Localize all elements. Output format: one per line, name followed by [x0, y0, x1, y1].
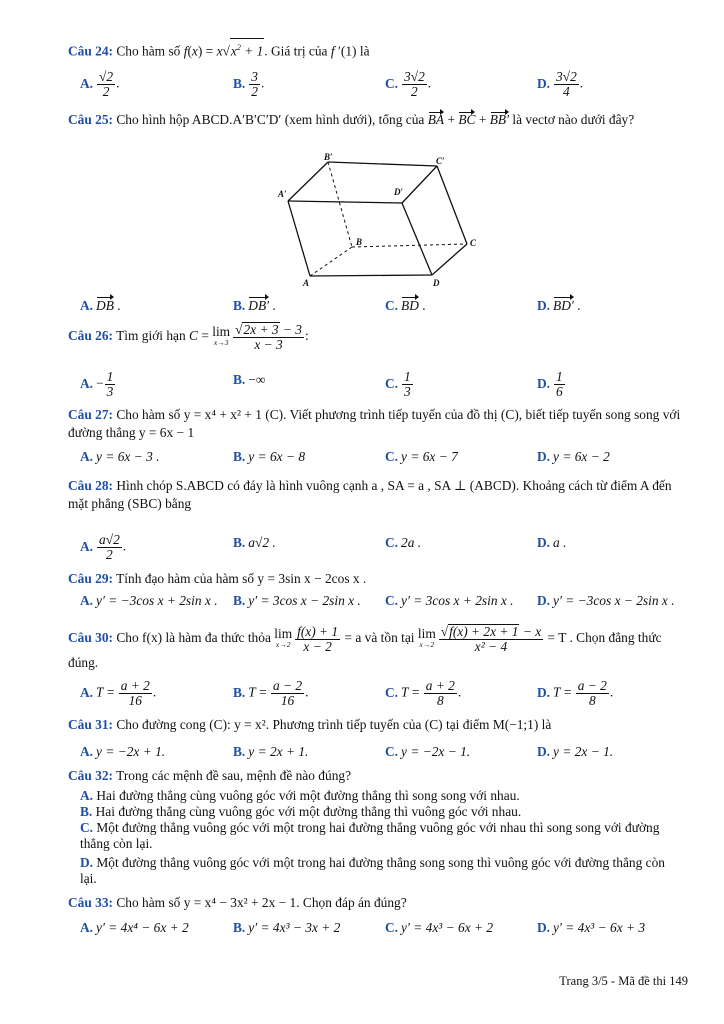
option-d[interactable]: D. y = 6x − 2: [537, 449, 610, 464]
option-a[interactable]: A. y′ = 4x⁴ − 6x + 2: [80, 920, 189, 935]
question-text: Cho đường cong (C): y = x². Phương trình tiếp tuyến của (C) tại điểm M(−1;1) là: [116, 717, 552, 732]
question-number: Câu 33:: [68, 895, 114, 910]
option-d[interactable]: D. $\frac{1}{6}$: [537, 369, 563, 399]
question-31: [68, 716, 688, 734]
options-25: [80, 296, 700, 318]
option-d[interactable]: D. $\frac{3√2}{4}$ .: [537, 69, 584, 99]
vertex-label: C: [470, 238, 477, 248]
option-a[interactable]: A. $\frac{√2}{2}$ .: [80, 69, 120, 99]
question-24: Câu 24: Cho hàm số $f(x) = x√x^2 + 1$. Giá trị của f ′(1) là: [68, 38, 688, 60]
option-c[interactable]: C. y = −2x − 1.: [385, 744, 471, 759]
option-b[interactable]: B. −∞: [233, 372, 266, 387]
formula: f: [330, 43, 335, 59]
option-b[interactable]: B. y′ = 4x³ − 3x + 2: [233, 920, 341, 935]
option-a[interactable]: A. y = 6x − 3 .: [80, 449, 160, 464]
question-text-2: . Giá trị của: [264, 43, 328, 59]
vertex-label: B: [356, 237, 363, 247]
question-text-2: :: [304, 328, 309, 344]
option-c[interactable]: C. y′ = 3cos x + 2sin x .: [385, 593, 514, 608]
option-c[interactable]: C. $\frac{3√2}{2}$ .: [385, 69, 432, 99]
option-d[interactable]: D. T = $\frac{a - 2}{8}$ .: [537, 678, 614, 708]
question-number: Câu 26:: [68, 328, 114, 344]
question-28: [68, 477, 688, 513]
question-number: Câu 29:: [68, 571, 114, 586]
option-a[interactable]: A. − $\frac{1}{3}$: [80, 369, 114, 399]
option-b[interactable]: B. y = 6x − 8: [233, 449, 306, 464]
vertex-label: B′: [324, 152, 333, 162]
options-33: [80, 918, 700, 940]
question-text: Cho hàm số: [116, 43, 181, 59]
option-d[interactable]: D. BD′ .: [537, 296, 581, 316]
question-number: Câu 30:: [68, 630, 114, 646]
options-28: [80, 532, 700, 562]
question-number: Câu 32:: [68, 768, 114, 783]
question-text-2: = a và tồn tại: [344, 630, 415, 646]
option-a[interactable]: A. y′ = −3cos x + 2sin x .: [80, 593, 218, 608]
question-number: Câu 24:: [68, 43, 114, 59]
option-c[interactable]: C. $\frac{1}{3}$: [385, 369, 411, 399]
option-c[interactable]: C. T = $\frac{a + 2}{8}$ .: [385, 678, 462, 708]
page-footer: Trang 3/5 - Mã đề thi 149: [559, 974, 688, 988]
options-24: [80, 69, 700, 99]
option-b[interactable]: B. T = $\frac{a - 2}{16}$ .: [233, 678, 309, 708]
option-c[interactable]: C. 2a .: [385, 535, 422, 550]
options-31: [80, 742, 700, 764]
option-a[interactable]: A. Hai đường thẳng cùng vuông góc với một đường thẳng thì song song với nhau.: [80, 788, 520, 803]
option-d[interactable]: D. y′ = −3cos x − 2sin x .: [537, 593, 675, 608]
option-b[interactable]: B. y′ = 3cos x − 2sin x .: [233, 593, 361, 608]
question-text: Cho hàm số y = x⁴ + x² + 1 (C). Viết phương trình tiếp tuyến của đồ thị (C), biết tiếp tuyến song song với đường thẳng y = 6x − 1: [68, 407, 681, 440]
question-text: Tìm giới hạn: [116, 328, 186, 344]
option-b[interactable]: B. $\frac{3}{2}$ .: [233, 69, 265, 99]
options-26: [80, 369, 700, 399]
options-27: [80, 447, 700, 469]
option-b[interactable]: B. DB′ .: [233, 296, 276, 316]
question-text-3: = T . Chọn đẳng thức đúng.: [68, 630, 662, 670]
question-27: [68, 406, 688, 442]
options-30: [80, 678, 700, 708]
vertex-label: D: [433, 278, 440, 288]
option-b[interactable]: B. y = 2x + 1.: [233, 744, 309, 759]
question-number: Câu 27:: [68, 407, 114, 422]
option-d[interactable]: D. a .: [537, 535, 567, 550]
question-33: [68, 894, 688, 912]
vertex-label: D′: [394, 187, 404, 197]
option-d[interactable]: D. Một đường thẳng vuông góc với một trong hai đường thẳng song song thì vuông góc với đường thẳng còn lại.: [80, 855, 665, 886]
question-25: Câu 25: Cho hình hộp ABCD.A′B′C′D′ (xem hình dưới), tổng của BA + BC + BB′ là vectơ nào dưới đây?: [68, 112, 635, 127]
option-d[interactable]: D. y = 2x − 1.: [537, 744, 614, 759]
option-c[interactable]: C. y = 6x − 7: [385, 449, 458, 464]
option-a[interactable]: A. y = −2x + 1.: [80, 744, 166, 759]
vertex-label: A: [303, 278, 310, 288]
option-c[interactable]: C. y′ = 4x³ − 6x + 2: [385, 920, 494, 935]
option-a[interactable]: A. DB .: [80, 296, 121, 316]
question-text-2: là vectơ nào dưới đây?: [512, 112, 635, 127]
question-text: Cho hàm số y = x⁴ − 3x² + 2x − 1. Chọn đáp án đúng?: [116, 895, 407, 910]
question-number: Câu 28:: [68, 478, 114, 493]
parallelepiped-figure: [270, 152, 490, 290]
question-text: Cho f(x) là hàm đa thức thỏa: [116, 630, 271, 646]
formula: f: [183, 43, 188, 59]
question-text: Cho hình hộp ABCD.A′B′C′D′ (xem hình dưới), tổng của: [116, 112, 425, 127]
vertex-label: A′: [278, 189, 287, 199]
question-text: Hình chóp S.ABCD có đáy là hình vuông cạnh a , SA = a , SA ⊥ (ABCD). Khoảng cách từ điểm A đến mặt phẳng (SBC) bằng: [68, 478, 672, 511]
option-b[interactable]: B. Hai đường thẳng cùng vuông góc với một đường thẳng thì vuông góc với nhau.: [80, 804, 522, 819]
option-c[interactable]: C. Một đường thẳng vuông góc với một trong hai đường thẳng vuông góc với nhau thì song song với đường thẳng còn lại.: [80, 820, 660, 851]
option-b[interactable]: B. a√2 .: [233, 535, 276, 550]
question-26: Câu 26: Tìm giới hạn C = lim x→3 $\frac{√2x + 3 - 3}{x - 3}$ :: [68, 322, 309, 352]
question-32: [68, 767, 688, 785]
vertex-label: C′: [436, 156, 445, 166]
option-d[interactable]: D. y′ = 4x³ − 6x + 3: [537, 920, 646, 935]
question-number: Câu 31:: [68, 717, 114, 732]
question-text: Tính đạo hàm của hàm số y = 3sin x − 2cos x .: [116, 571, 367, 586]
options-29: [80, 591, 700, 613]
question-30: Câu 30: Cho f(x) là hàm đa thức thỏa lim x→2 $\frac{f(x) + 1}{x - 2}$ = a và tồn tại lim x→2 $\frac{√f(x) + 2x + 1 - x}{\text{x² − 4}}$ = T . Chọn đẳng thức đúng.: [68, 623, 662, 670]
question-29: [68, 570, 688, 588]
question-number: Câu 25:: [68, 112, 114, 127]
question-text-3: là: [359, 43, 370, 59]
option-a[interactable]: A. T = $\frac{a + 2}{16}$ .: [80, 678, 157, 708]
option-a[interactable]: A. $\frac{a√2}{2}$ .: [80, 532, 127, 562]
option-c[interactable]: C. BD .: [385, 296, 426, 316]
question-text: Trong các mệnh đề sau, mệnh đề nào đúng?: [116, 768, 352, 783]
